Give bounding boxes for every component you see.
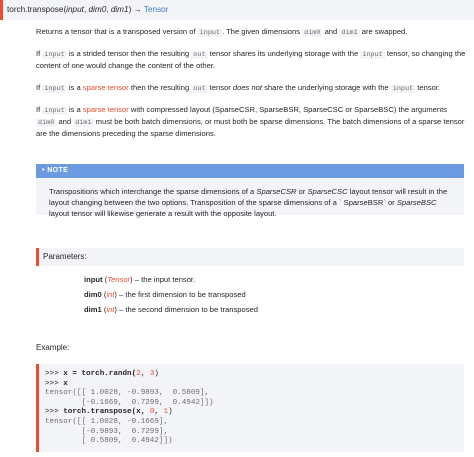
code-output-line: [-0.9893, 0.7299], (45, 427, 169, 436)
description-paragraph-1: Returns a tensor that is a transposed version of input . The given dimensions dim0 and dim1 are swapped. (36, 27, 408, 37)
return-type-link[interactable]: Tensor (143, 5, 169, 14)
parameters-heading: Parameters: (36, 248, 464, 266)
function-signature: torch.transpose(input, dim0, dim1) → Tensor (0, 0, 474, 20)
param-dim0: dim0 (88, 5, 107, 14)
description-paragraph-3: If input is a sparse tensor then the resulting out tensor does not share the underlying storage with the input tensor. (36, 82, 441, 93)
description (36, 26, 468, 150)
parameter-list (84, 274, 464, 319)
function-name: torch.transpose (7, 5, 64, 14)
return-arrow: → (131, 5, 144, 14)
param-dim1: dim1 (110, 5, 129, 14)
code-output-line: [ 0.5809, 0.4942]]) (45, 437, 173, 446)
code-output-line: tensor([[ 1.0028, -0.9893, 0.5809], (45, 389, 210, 398)
example-label: Example: (36, 343, 70, 352)
parameter-item-dim1: dim1 (int) – the second dimension to be transposed (84, 305, 258, 314)
param-input: input (66, 5, 84, 14)
code-line: >>> x = torch.randn(2, 3) (45, 370, 159, 378)
sparse-tensor-link[interactable]: sparse tensor (82, 104, 129, 114)
parameter-item-dim0: dim0 (int) – the first dimension to be transposed (84, 290, 246, 299)
code-line: >>> torch.transpose(x, 0, 1) (45, 408, 173, 417)
description-paragraph-4: If input is a sparse tensor with compressed layout (SparseCSR, SparseBSR, SparseCSC or SparseBSC) the arguments dim0 and dim1 must be both batch dimensions, or must both be sparse dimensions. The batch dimensions of a sparse tensor are the dimensions preceding the sparse dimensions. (36, 104, 465, 139)
note-heading: • NOTE (36, 164, 464, 178)
param-type-link[interactable]: int (106, 290, 115, 299)
note-text: Transpositions which interchange the sparse dimensions of a SparseCSR or SparseCSC layout tensor will result in the layout changing between the two options. Transposition of the sparse dimensions of a ` SparseBSR` or SparseBSC layout tensor will likewise generate a result with the opposite layout. (49, 187, 448, 218)
param-type-link[interactable]: int (106, 305, 115, 314)
code-line: >>> x (45, 379, 68, 388)
description-paragraph-2: If input is a strided tensor then the resulting out tensor shares its underlying storage with the input tensor, so changing the content of one would change the content of the other. (36, 49, 466, 71)
param-type-link[interactable]: Tensor (107, 275, 131, 284)
note-box (36, 164, 464, 218)
code-example[interactable] (36, 364, 464, 452)
sparse-tensor-link[interactable]: sparse tensor (82, 82, 129, 92)
note-bullet-icon: • (42, 167, 48, 174)
code-output-line: [-0.1669, 0.7299, 0.4942]]) (45, 398, 214, 407)
code-output-line: tensor([[ 1.0028, -0.1669], (45, 417, 169, 426)
parameter-item-input: input (Tensor) – the input tensor. (84, 275, 196, 284)
